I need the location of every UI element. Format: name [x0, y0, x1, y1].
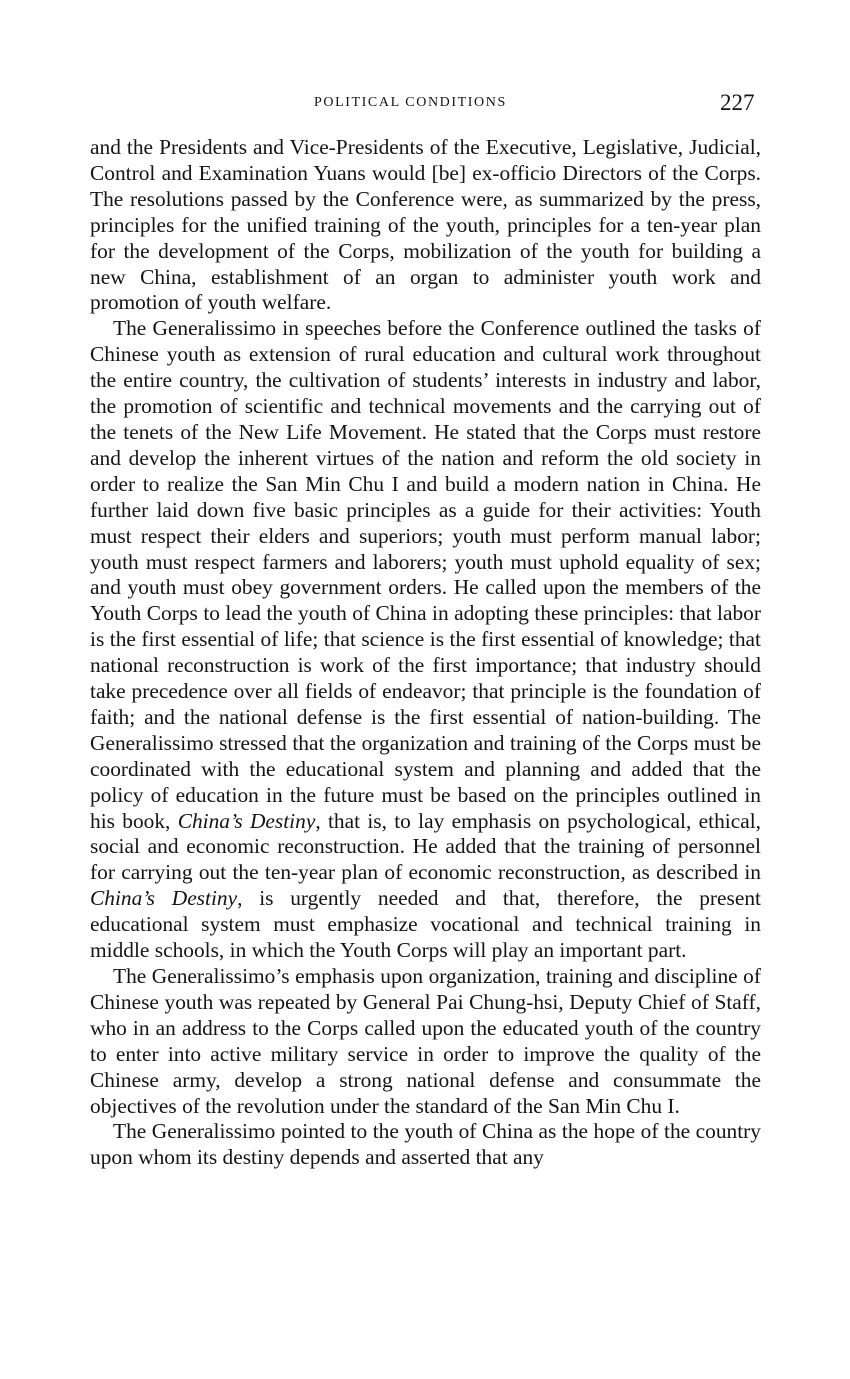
paragraph-4: The Generalissimo pointed to the youth of China as the hope of the country upon whom its destiny depends and asserted that any — [90, 1119, 761, 1170]
paragraph-2-part-a: The Generalissimo in speeches before the Conference outlined the tasks of Chinese youth as extension of rural education and cultural work throughout the entire country, the cultivation of students’ interests in industry and labor, the promotion of scientific and technical movements and the carrying out of the tenets of the New Life Movement. He stated that the Corps must restore and develop the inherent virtues of the nation and reform the old society in order to realize the San Min Chu I and build a modern nation in China. He further laid down five basic principles as a guide for their activities: Youth must respect their elders and superiors; youth must perform manual labor; youth must respect farmers and laborers; youth must uphold equality of sex; and youth must obey government orders. He called upon the members of the Youth Corps to lead the youth of China in adopting these principles: that labor is the first essential of life; that science is the first essential of knowledge; that national reconstruction is work of the first importance; that industry should take precedence over all fields of endeavor; that principle is the foundation of faith; and the national defense is the first essential of nation-building. The Generalissimo stressed that the organization and training of the Corps must be coordinated with the educational system and planning and added that the policy of education in the future must be based on the principles outlined in his book, — [90, 316, 761, 833]
body-text — [90, 135, 761, 1171]
paragraph-1: and the Presidents and Vice-Presidents of the Executive, Legislative, Judicial, Control and Examination Yuans would [be] ex-officio Directors of the Corps. The resolutions passed by the Conference were, as summarized by the press, principles for the unified training of the youth, principles for a ten-year plan for the development of the Corps, mobilization of the youth for building a new China, establishment of an organ to administer youth work and promotion of youth welfare. — [90, 135, 761, 315]
page-number: 227 — [720, 90, 755, 115]
running-head — [0, 92, 850, 120]
paragraph-3: The Generalissimo’s emphasis upon organization, training and discipline of Chinese youth was repeated by General Pai Chung-hsi, Deputy Chief of Staff, who in an address to the Corps called upon the educated youth of the country to enter into active military service in order to improve the quality of the Chinese army, develop a strong national defense and consummate the objectives of the revolution under the standard of the San Min Chu I. — [90, 964, 761, 1118]
paragraph-2-part-c: , is urgently needed and that, therefore, the present educational system must emphasize vocational and technical training in middle schools, in which the Youth Corps will play an important part. — [90, 886, 761, 963]
book-title-chinas-destiny: China’s Destiny — [177, 808, 316, 833]
running-title: POLITICAL CONDITIONS — [314, 95, 507, 110]
paragraph-2-part-b: , that is, to lay emphasis on psychological, ethical, social and economic reconstruction. He added that the training of personnel for carrying out the ten-year plan of economic reconstruction, as described in — [90, 808, 761, 885]
book-title-chinas-destiny: China’s Destiny — [90, 886, 238, 911]
paragraph-2 — [90, 316, 761, 964]
